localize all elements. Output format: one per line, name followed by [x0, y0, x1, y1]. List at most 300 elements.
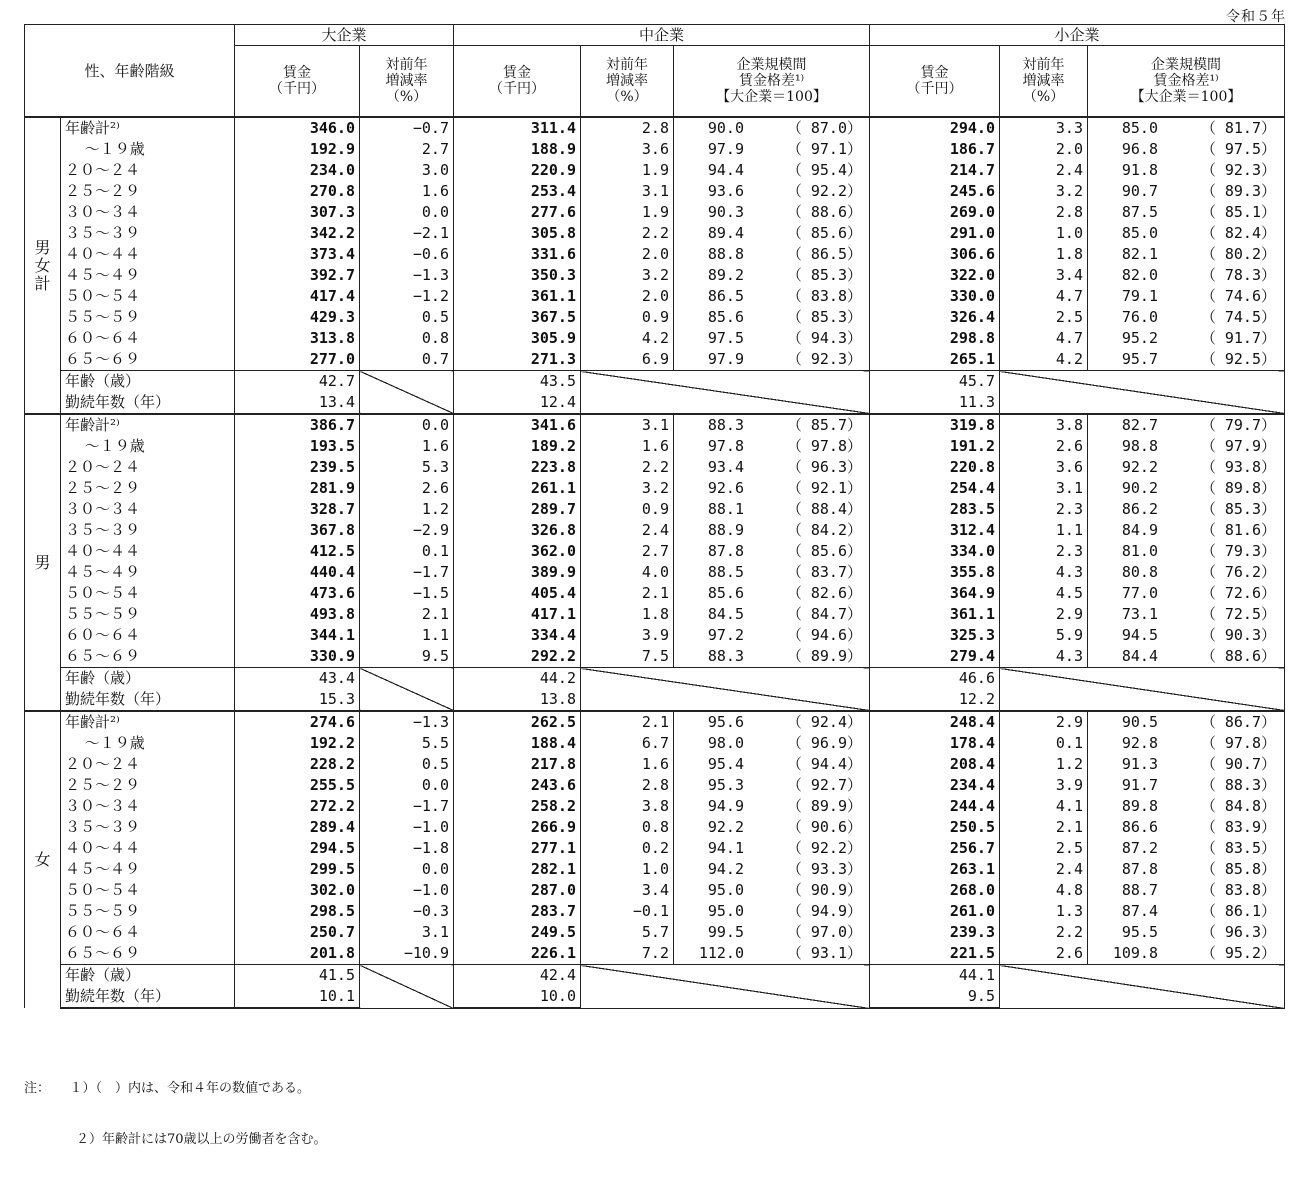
small-gap-prev: （ 81.6）	[1200, 521, 1276, 539]
small-wage: 330.0	[870, 286, 1000, 307]
small-gap-value: 91.7	[1121, 776, 1158, 794]
small-gap-value: 91.3	[1121, 755, 1158, 773]
mid-gap-prev: （ 94.4）	[786, 755, 862, 773]
mid-change: 2.7	[581, 541, 674, 562]
mid-wage: 350.3	[454, 265, 581, 286]
mid-gap-prev: （ 96.3）	[786, 458, 862, 476]
mid-change: 5.7	[581, 922, 674, 943]
mid-wage: 287.0	[454, 880, 581, 901]
small-gap	[1088, 859, 1285, 880]
large-wage: 429.3	[235, 307, 360, 328]
age-group-label: ５５～５９	[61, 604, 235, 625]
group-header-small: 小企業	[870, 25, 1285, 46]
small-gap-prev: （ 91.7）	[1200, 329, 1276, 347]
mid-gap-prev: （ 92.2）	[786, 839, 862, 857]
small-wage: 191.2	[870, 436, 1000, 457]
small-gap	[1088, 520, 1285, 541]
mid-gap-value: 88.3	[707, 416, 744, 434]
small-gap-value: 96.8	[1121, 140, 1158, 158]
small-change: 2.5	[1000, 307, 1088, 328]
small-gap	[1088, 202, 1285, 223]
mid-gap-prev: （ 89.9）	[786, 797, 862, 815]
small-gap-prev: （ 74.5）	[1200, 308, 1276, 326]
small-gap-prev: （ 90.7）	[1200, 755, 1276, 773]
small-wage: 248.4	[870, 711, 1000, 733]
table-row	[25, 922, 1285, 943]
mid-gap-prev: （ 82.6）	[786, 584, 862, 602]
small-wage: 250.5	[870, 817, 1000, 838]
small-gap-value: 92.2	[1121, 458, 1158, 476]
table-row	[25, 117, 1285, 139]
mid-gap	[674, 943, 870, 965]
mid-wage: 361.1	[454, 286, 581, 307]
mid-tenure: 12.4	[454, 392, 581, 414]
small-wage: 268.0	[870, 880, 1000, 901]
small-gap-prev: （ 79.7）	[1200, 416, 1276, 434]
small-gap-prev: （ 93.8）	[1200, 458, 1276, 476]
large-wage: 493.8	[235, 604, 360, 625]
mid-gap-prev: （ 88.4）	[786, 500, 862, 518]
table-row	[25, 349, 1285, 371]
mid-gap-prev: （ 84.7）	[786, 605, 862, 623]
mid-wage: 389.9	[454, 562, 581, 583]
age-group-label: ２０～２４	[61, 160, 235, 181]
small-wage-header: 賃金 （千円）	[870, 46, 1000, 118]
large-change: −10.9	[360, 943, 454, 965]
mid-gap-prev: （ 94.9）	[786, 902, 862, 920]
small-wage: 265.1	[870, 349, 1000, 371]
mid-gap	[674, 859, 870, 880]
large-change: −0.3	[360, 901, 454, 922]
small-change: 2.8	[1000, 202, 1088, 223]
mid-gap-prev: （ 88.6）	[786, 203, 862, 221]
mid-wage: 258.2	[454, 796, 581, 817]
mid-gap-header: 企業規模間 賃金格差¹⁾ 【大企業＝100】	[674, 46, 870, 118]
large-age: 41.5	[235, 965, 360, 987]
table-row	[25, 541, 1285, 562]
mid-change: 3.2	[581, 265, 674, 286]
mid-gap-prev: （ 93.3）	[786, 860, 862, 878]
small-gap-prev: （ 95.2）	[1200, 944, 1276, 962]
small-change: 2.9	[1000, 604, 1088, 625]
age-group-label: ４５～４９	[61, 265, 235, 286]
large-wage-header: 賃金 （千円）	[235, 46, 360, 118]
large-change: 3.0	[360, 160, 454, 181]
small-wage: 178.4	[870, 733, 1000, 754]
small-gap-value: 79.1	[1121, 287, 1158, 305]
large-age: 43.4	[235, 668, 360, 690]
large-change-header: 対前年 増減率 （%）	[360, 46, 454, 118]
mid-wage: 283.7	[454, 901, 581, 922]
average-age-row	[25, 668, 1285, 690]
small-change: 1.0	[1000, 223, 1088, 244]
large-wage: 412.5	[235, 541, 360, 562]
mid-change: 2.0	[581, 244, 674, 265]
age-group-label: ５５～５９	[61, 307, 235, 328]
large-change: −1.5	[360, 583, 454, 604]
small-change: 2.1	[1000, 817, 1088, 838]
large-wage: 192.2	[235, 733, 360, 754]
small-gap-value: 109.8	[1112, 944, 1158, 962]
mid-gap-value: 89.4	[707, 224, 744, 242]
age-group-label: 年齢計²⁾	[61, 117, 235, 139]
age-group-label: ３０～３４	[61, 202, 235, 223]
small-wage: 256.7	[870, 838, 1000, 859]
mid-wage: 253.4	[454, 181, 581, 202]
small-gap-value: 76.0	[1121, 308, 1158, 326]
tenure-label: 勤続年数（年）	[61, 986, 235, 1008]
small-change: 2.5	[1000, 838, 1088, 859]
mid-change-header: 対前年 増減率 （%）	[581, 46, 674, 118]
mid-gap-value: 97.2	[707, 626, 744, 644]
small-change: 2.9	[1000, 711, 1088, 733]
age-group-label: ２５～２９	[61, 181, 235, 202]
small-wage: 208.4	[870, 754, 1000, 775]
sex-label: 女	[25, 711, 61, 1008]
large-tenure: 15.3	[235, 689, 360, 711]
table-row	[25, 733, 1285, 754]
mid-gap-value: 86.5	[707, 287, 744, 305]
large-change: 3.1	[360, 922, 454, 943]
mid-gap-value: 88.1	[707, 500, 744, 518]
mid-gap	[674, 754, 870, 775]
large-wage: 234.0	[235, 160, 360, 181]
mid-gap	[674, 922, 870, 943]
small-change: 2.0	[1000, 139, 1088, 160]
small-gap-value: 89.8	[1121, 797, 1158, 815]
large-change: 0.0	[360, 414, 454, 436]
large-change: −1.7	[360, 796, 454, 817]
mid-gap-value: 94.1	[707, 839, 744, 857]
table-row	[25, 775, 1285, 796]
mid-wage: 362.0	[454, 541, 581, 562]
mid-gap	[674, 583, 870, 604]
small-change-header: 対前年 増減率 （%）	[1000, 46, 1088, 118]
mid-gap-value: 97.9	[707, 140, 744, 158]
mid-gap-value: 88.9	[707, 521, 744, 539]
small-gap-prev: （ 97.5）	[1200, 140, 1276, 158]
large-change: −1.7	[360, 562, 454, 583]
mid-wage: 305.8	[454, 223, 581, 244]
small-gap-prev: （ 84.8）	[1200, 797, 1276, 815]
small-gap-prev: （ 92.5）	[1200, 350, 1276, 368]
footnote-1: 注： １）（ ）内は、令和４年の数値である。	[24, 1081, 311, 1096]
large-wage: 417.4	[235, 286, 360, 307]
table-row	[25, 436, 1285, 457]
small-gap-prev: （ 81.7）	[1200, 119, 1276, 137]
large-age-blank	[360, 371, 454, 415]
large-wage: 302.0	[235, 880, 360, 901]
small-change: 2.3	[1000, 499, 1088, 520]
small-gap-prev: （ 76.2）	[1200, 563, 1276, 581]
table-row	[25, 478, 1285, 499]
mid-gap-prev: （ 92.1）	[786, 479, 862, 497]
table-row	[25, 286, 1285, 307]
age-group-label: ２５～２９	[61, 775, 235, 796]
large-change: 1.6	[360, 181, 454, 202]
mid-change: 1.6	[581, 436, 674, 457]
mid-gap-prev: （ 92.7）	[786, 776, 862, 794]
mid-change: 3.8	[581, 796, 674, 817]
small-gap-value: 95.7	[1121, 350, 1158, 368]
footnote-2: ２）年齢計には70歳以上の労働者を含む。	[24, 1132, 327, 1147]
small-gap-prev: （ 97.8）	[1200, 734, 1276, 752]
mid-gap-value: 99.5	[707, 923, 744, 941]
small-wage: 263.1	[870, 859, 1000, 880]
mid-gap-prev: （ 89.9）	[786, 647, 862, 665]
small-gap-prev: （ 85.1）	[1200, 203, 1276, 221]
mid-change: 1.9	[581, 202, 674, 223]
mid-gap	[674, 817, 870, 838]
mid-gap	[674, 328, 870, 349]
table-row	[25, 754, 1285, 775]
small-gap	[1088, 160, 1285, 181]
table-row	[25, 880, 1285, 901]
large-wage: 272.2	[235, 796, 360, 817]
group-header-large: 大企業	[235, 25, 454, 46]
small-gap	[1088, 583, 1285, 604]
mid-wage: 289.7	[454, 499, 581, 520]
age-group-label: ６０～６４	[61, 328, 235, 349]
small-change: 4.5	[1000, 583, 1088, 604]
large-change: 0.0	[360, 202, 454, 223]
mid-change: 2.8	[581, 775, 674, 796]
table-row	[25, 244, 1285, 265]
average-age-row	[25, 965, 1285, 987]
small-change: 3.3	[1000, 117, 1088, 139]
large-change: 5.3	[360, 457, 454, 478]
mid-gap-prev: （ 85.3）	[786, 308, 862, 326]
small-gap-prev: （ 97.9）	[1200, 437, 1276, 455]
large-change: 0.0	[360, 775, 454, 796]
large-change: 0.7	[360, 349, 454, 371]
small-gap	[1088, 307, 1285, 328]
small-gap-prev: （ 89.8）	[1200, 479, 1276, 497]
mid-age-blank	[581, 371, 870, 415]
small-wage: 325.3	[870, 625, 1000, 646]
large-wage: 307.3	[235, 202, 360, 223]
age-group-label: ２０～２４	[61, 457, 235, 478]
small-gap-value: 95.5	[1121, 923, 1158, 941]
mid-change: 7.5	[581, 646, 674, 668]
small-wage: 261.0	[870, 901, 1000, 922]
small-tenure: 11.3	[870, 392, 1000, 414]
table-row	[25, 414, 1285, 436]
small-change: 4.3	[1000, 562, 1088, 583]
table-row	[25, 943, 1285, 965]
large-wage: 440.4	[235, 562, 360, 583]
large-age-blank	[360, 965, 454, 1009]
large-wage: 299.5	[235, 859, 360, 880]
mid-wage: 249.5	[454, 922, 581, 943]
small-gap-value: 82.1	[1121, 245, 1158, 263]
small-age: 46.6	[870, 668, 1000, 690]
small-gap-prev: （ 83.8）	[1200, 881, 1276, 899]
small-gap-value: 87.2	[1121, 839, 1158, 857]
small-change: 5.9	[1000, 625, 1088, 646]
mid-wage: 341.6	[454, 414, 581, 436]
age-group-label: ３０～３４	[61, 499, 235, 520]
small-wage: 244.4	[870, 796, 1000, 817]
small-gap	[1088, 328, 1285, 349]
small-gap-value: 84.9	[1121, 521, 1158, 539]
mid-gap-value: 94.4	[707, 161, 744, 179]
mid-change: 2.2	[581, 223, 674, 244]
age-group-label: ４５～４９	[61, 562, 235, 583]
small-change: 2.2	[1000, 922, 1088, 943]
small-change: 4.7	[1000, 286, 1088, 307]
age-group-label: ６５～６９	[61, 943, 235, 965]
small-gap	[1088, 436, 1285, 457]
small-change: 1.1	[1000, 520, 1088, 541]
mid-change: 1.0	[581, 859, 674, 880]
small-wage: 234.4	[870, 775, 1000, 796]
large-change: −2.1	[360, 223, 454, 244]
age-group-label: ５５～５９	[61, 901, 235, 922]
mid-gap	[674, 541, 870, 562]
table-row	[25, 328, 1285, 349]
table-row	[25, 583, 1285, 604]
mid-wage: 326.8	[454, 520, 581, 541]
large-change: −1.0	[360, 880, 454, 901]
mid-wage: 226.1	[454, 943, 581, 965]
mid-age-blank	[581, 965, 870, 1009]
sex-label: 男 女 計	[25, 117, 61, 414]
large-change: −1.8	[360, 838, 454, 859]
large-wage: 274.6	[235, 711, 360, 733]
mid-gap	[674, 181, 870, 202]
small-gap-prev: （ 85.8）	[1200, 860, 1276, 878]
age-group-label: 年齢計²⁾	[61, 711, 235, 733]
large-wage: 313.8	[235, 328, 360, 349]
small-gap	[1088, 604, 1285, 625]
large-change: −1.3	[360, 265, 454, 286]
large-change: 0.5	[360, 754, 454, 775]
small-wage: 294.0	[870, 117, 1000, 139]
table-row	[25, 604, 1285, 625]
small-gap-value: 84.4	[1121, 647, 1158, 665]
footnotes	[24, 1046, 327, 1182]
small-change: 1.8	[1000, 244, 1088, 265]
small-wage: 239.3	[870, 922, 1000, 943]
mid-gap-prev: （ 97.0）	[786, 923, 862, 941]
age-group-label: 年齢計²⁾	[61, 414, 235, 436]
mid-gap-prev: （ 94.6）	[786, 626, 862, 644]
large-change: 2.7	[360, 139, 454, 160]
mid-gap-value: 93.4	[707, 458, 744, 476]
age-group-label: ３５～３９	[61, 520, 235, 541]
age-group-label: ３５～３９	[61, 223, 235, 244]
small-gap	[1088, 943, 1285, 965]
small-gap-prev: （ 90.3）	[1200, 626, 1276, 644]
large-wage: 270.8	[235, 181, 360, 202]
large-wage: 298.5	[235, 901, 360, 922]
large-wage: 289.4	[235, 817, 360, 838]
mid-gap	[674, 139, 870, 160]
mid-gap	[674, 499, 870, 520]
mid-gap-prev: （ 86.5）	[786, 245, 862, 263]
mid-gap-prev: （ 83.8）	[786, 287, 862, 305]
small-gap-value: 91.8	[1121, 161, 1158, 179]
large-change: 0.0	[360, 859, 454, 880]
mid-wage: 262.5	[454, 711, 581, 733]
mid-gap-value: 92.6	[707, 479, 744, 497]
mid-gap-prev: （ 90.9）	[786, 881, 862, 899]
mid-gap-prev: （ 83.7）	[786, 563, 862, 581]
mid-wage: 417.1	[454, 604, 581, 625]
small-wage: 306.6	[870, 244, 1000, 265]
mid-change: 6.9	[581, 349, 674, 371]
small-gap-header: 企業規模間 賃金格差¹⁾ 【大企業＝100】	[1088, 46, 1285, 118]
mid-gap-value: 112.0	[698, 944, 744, 962]
mid-gap	[674, 880, 870, 901]
large-change: 1.6	[360, 436, 454, 457]
tenure-label: 勤続年数（年）	[61, 689, 235, 711]
small-wage: 334.0	[870, 541, 1000, 562]
age-group-label: ４５～４９	[61, 859, 235, 880]
small-wage: 279.4	[870, 646, 1000, 668]
age-group-label: ６０～６４	[61, 625, 235, 646]
large-wage: 346.0	[235, 117, 360, 139]
small-gap	[1088, 478, 1285, 499]
mid-change: 3.1	[581, 181, 674, 202]
mid-gap	[674, 244, 870, 265]
large-change: −0.7	[360, 117, 454, 139]
large-wage: 330.9	[235, 646, 360, 668]
mid-wage: 331.6	[454, 244, 581, 265]
mid-gap-value: 88.8	[707, 245, 744, 263]
large-wage: 392.7	[235, 265, 360, 286]
large-change: −1.3	[360, 711, 454, 733]
age-group-label: ～１９歳	[61, 436, 235, 457]
small-wage: 245.6	[870, 181, 1000, 202]
mid-wage: 243.6	[454, 775, 581, 796]
table-row	[25, 307, 1285, 328]
age-group-label: ５０～５４	[61, 583, 235, 604]
table-row	[25, 711, 1285, 733]
table-row	[25, 562, 1285, 583]
large-wage: 386.7	[235, 414, 360, 436]
small-change: 3.4	[1000, 265, 1088, 286]
mid-gap-value: 97.5	[707, 329, 744, 347]
small-gap	[1088, 244, 1285, 265]
small-age: 44.1	[870, 965, 1000, 987]
small-change: 4.8	[1000, 880, 1088, 901]
small-wage: 319.8	[870, 414, 1000, 436]
small-change: 2.4	[1000, 160, 1088, 181]
small-gap	[1088, 117, 1285, 139]
table-row	[25, 181, 1285, 202]
mid-gap-prev: （ 85.3）	[786, 266, 862, 284]
mid-age: 44.2	[454, 668, 581, 690]
large-wage: 228.2	[235, 754, 360, 775]
mid-wage: 305.9	[454, 328, 581, 349]
large-change: 1.1	[360, 625, 454, 646]
table-row	[25, 838, 1285, 859]
mid-wage-header: 賃金 （千円）	[454, 46, 581, 118]
mid-age-blank	[581, 668, 870, 712]
small-gap	[1088, 901, 1285, 922]
small-wage: 254.4	[870, 478, 1000, 499]
mid-change: 2.4	[581, 520, 674, 541]
small-gap-prev: （ 83.9）	[1200, 818, 1276, 836]
large-wage: 373.4	[235, 244, 360, 265]
mid-change: 3.6	[581, 139, 674, 160]
small-gap-prev: （ 80.2）	[1200, 245, 1276, 263]
large-change: −2.9	[360, 520, 454, 541]
large-change: 9.5	[360, 646, 454, 668]
small-gap-value: 77.0	[1121, 584, 1158, 602]
